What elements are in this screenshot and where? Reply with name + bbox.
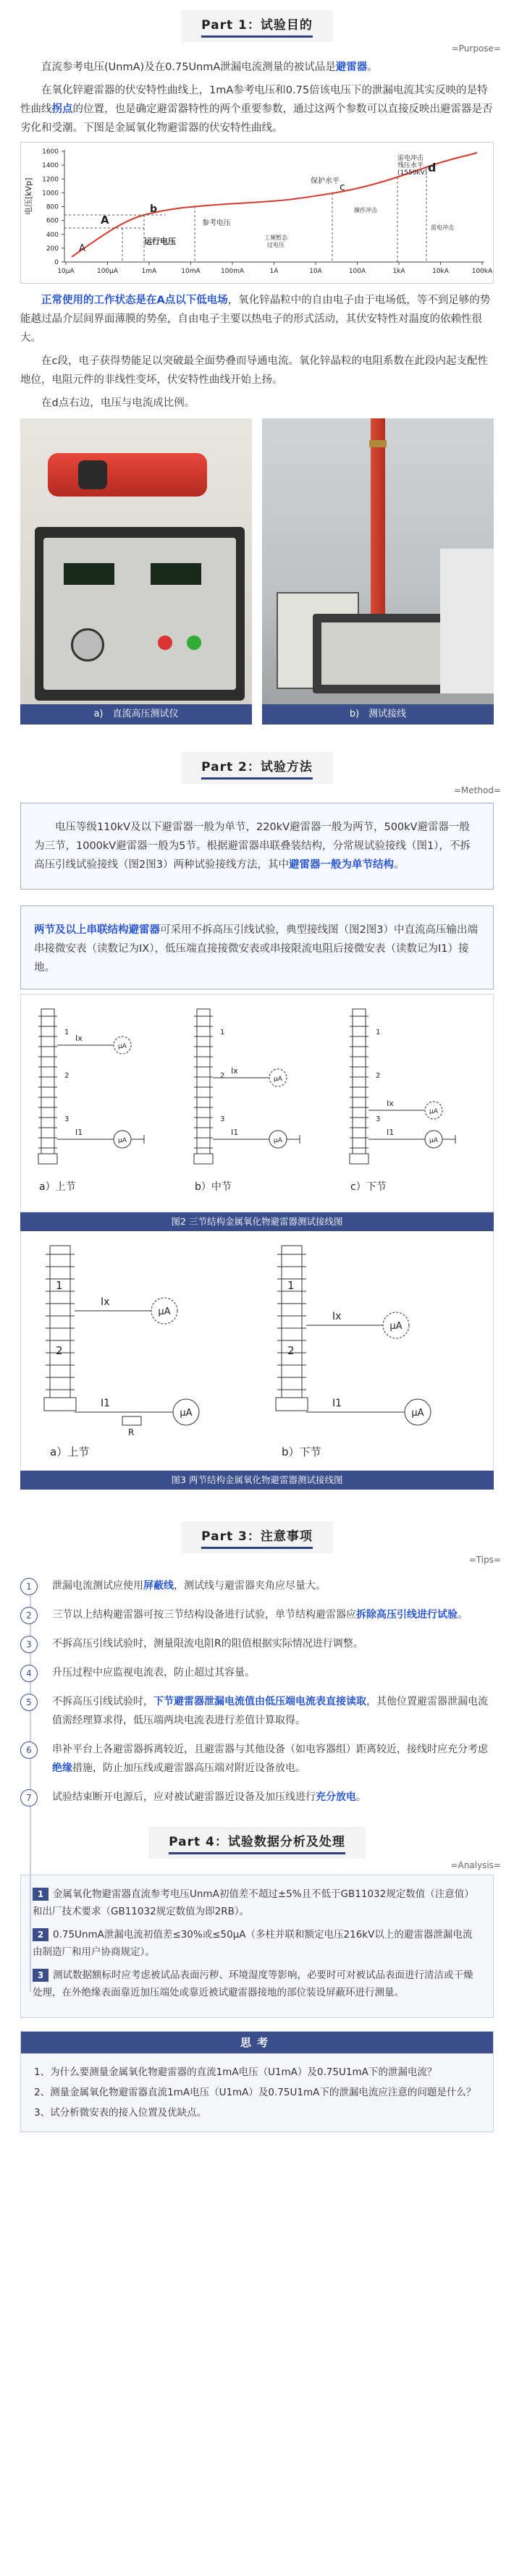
think-question: 1、为什么要测量金属氧化物避雷器的直流1mA电压（U1mA）及0.75U1mA下的泄漏电流？ [34, 2066, 437, 2078]
point-a-label: A [101, 214, 109, 227]
part1-text [0, 58, 514, 138]
protection-level-label: 保护水平 [311, 177, 340, 185]
section-number: 3 [220, 1115, 225, 1123]
lightning-level-label2: 残压水平 [397, 162, 424, 169]
tip-number: 4 [20, 1665, 38, 1682]
tip-item [20, 1740, 494, 1778]
subfigure-label: a）上节 [50, 1445, 90, 1458]
think-questions [21, 2053, 493, 2132]
analysis-number: 2 [33, 1928, 49, 1941]
part1-title: Part 1：试验目的 [181, 10, 333, 42]
part2-tag: =Method= [453, 785, 501, 795]
ref-voltage-label: 参考电压 [202, 219, 231, 227]
tip-number: 5 [20, 1694, 38, 1711]
vi-curve-svg [21, 143, 493, 280]
fig2-svg [21, 994, 493, 1212]
y-tick-label: 1600 [42, 148, 59, 156]
photo-dc-tester [20, 418, 252, 725]
part4-title: Part 4：试验数据分析及处理 [148, 1827, 366, 1859]
y-tick-label: 1200 [42, 176, 59, 184]
ix-label: Ix [75, 1034, 83, 1043]
microammeter-label: μA [118, 1137, 127, 1144]
section-number: 1 [220, 1029, 225, 1036]
y-tick-label: 400 [46, 231, 59, 239]
switching-label: 操作冲击 [354, 207, 377, 214]
tip-text: 试验结束断开电源后，应对被试避雷器近设备及加压线进行充分放电。 [52, 1791, 366, 1803]
microammeter-label: μA [274, 1137, 282, 1144]
section-number: 2 [220, 1072, 225, 1080]
tip-item [20, 1605, 494, 1624]
analysis-item [33, 1967, 481, 2001]
tip-text: 三节以上结构避雷器可按三节结构设备进行试验，单节结构避雷器应拆除高压引线进行试验。 [52, 1609, 468, 1621]
microammeter-label: μA [118, 1043, 127, 1050]
tips-list [0, 1576, 514, 1807]
power-freq-label: 工频暂态 [264, 235, 287, 241]
section-number: 1 [287, 1279, 295, 1292]
analysis-number: 1 [33, 1888, 49, 1901]
microammeter-label: μA [158, 1306, 171, 1317]
section-number: 2 [56, 1344, 63, 1357]
tip-text: 不拆高压引线试验时，下节避雷器泄漏电流值由低压端电流表直接读取，其他位置避雷器泄漏电流值需经理算求得，低压端两块电流表进行差值计算取得。 [52, 1696, 488, 1726]
tip-number: 3 [20, 1636, 38, 1653]
i1-label: I1 [101, 1398, 111, 1409]
lightning-level-label3: (1550kV) [397, 169, 428, 177]
part2-header [0, 746, 514, 790]
x-tick-label: 10μA [57, 268, 75, 275]
analysis-text: 测试数据额标时应考虑被试品表面污秽、环境湿度等影响，必要时可对被试品表面进行清洁或干燥处理，在外绝缘表面靠近加压端处或靠近被试避雷器接地的部位装设屏蔽环进行测量。 [33, 1969, 473, 1998]
ix-label: Ix [231, 1066, 238, 1076]
x-tick-label: 1A [269, 268, 279, 275]
point-d-label: d [428, 161, 437, 174]
subfigure-label: c）下节 [350, 1181, 387, 1193]
ix-label: Ix [387, 1099, 394, 1108]
part3-header [0, 1516, 514, 1559]
microammeter-label: μA [429, 1108, 438, 1115]
x-tick-label: 100kA [471, 268, 493, 275]
microammeter-label: μA [389, 1321, 403, 1332]
part1-header [0, 4, 514, 48]
ix-label: Ix [332, 1311, 342, 1322]
tip-item [20, 1576, 494, 1595]
y-tick-label: 1400 [42, 162, 59, 170]
tip-text: 不拆高压引线试验时，测量限流电阻R的阻值根据实际情况进行调整。 [52, 1638, 363, 1650]
y-tick-label: 600 [46, 217, 59, 225]
tip-text: 升压过程中应监视电流表，防止超过其容量。 [52, 1667, 255, 1678]
section-number: 2 [64, 1072, 69, 1080]
microammeter-label: μA [429, 1137, 438, 1144]
x-tick-label: 100A [348, 268, 366, 275]
part2-title: Part 2：试验方法 [181, 752, 333, 784]
i1-label: I1 [75, 1128, 83, 1137]
section-number: 3 [64, 1115, 69, 1123]
x-tick-label: 100μA [96, 268, 119, 275]
section-number: 1 [64, 1029, 69, 1036]
microammeter-label: μA [180, 1408, 193, 1419]
think-box [20, 2031, 494, 2132]
ix-label: Ix [101, 1296, 110, 1308]
think-question: 2、测量金属氧化物避雷器直流1mA电压（U1mA）及0.75U1mA下的泄漏电流应注意的问题是什么？ [34, 2087, 476, 2098]
point-b-label: b [150, 203, 158, 215]
paragraph: 在c段，电子获得势能足以突破最全面势叠而导通电流。氧化锌晶粒的电阻系数在此段内起支配性地位，电阻元件的非线性变坏，伏安特性曲线开始上扬。 [20, 355, 488, 386]
y-tick-label: 0 [54, 259, 59, 266]
method-box-1 [20, 803, 494, 890]
tip-item [20, 1634, 494, 1653]
i1-label: I1 [387, 1128, 395, 1137]
tip-text: 串补平台上各避雷器拆离较近，且避雷器与其他设备（如电容器组）距离较近，接线时应充分考虑绝缘措施，防止加压线或避雷器高压端对附近设备放电。 [52, 1744, 488, 1774]
x-tick-label: 1kA [392, 268, 405, 275]
i1-label: I1 [332, 1398, 342, 1409]
fig3-svg [21, 1231, 493, 1470]
dc-tester-image [20, 418, 252, 704]
part1-tag: =Purpose= [451, 43, 501, 54]
tip-item [20, 1788, 494, 1807]
tip-number: 6 [20, 1741, 38, 1759]
lightning-area-label: 雷电冲击 [431, 224, 454, 231]
photo-caption: b) 测试接线 [262, 704, 494, 725]
point-c-label: c [340, 182, 345, 193]
subfigure-label: b）中节 [195, 1181, 232, 1193]
analysis-number: 3 [33, 1969, 49, 1982]
section-number: 3 [376, 1115, 381, 1123]
microammeter-label: μA [411, 1408, 424, 1419]
tip-number: 7 [20, 1789, 38, 1807]
section-number: 1 [376, 1029, 381, 1036]
x-tick-label: 10A [309, 268, 322, 275]
paragraph: 电压等级110kV及以下避雷器一般为单节，220kV避雷器一般为两节，500kV避雷器一般为三节，1000kV避雷器一般为5节。根据避雷器串联叠装结构，分常规试验接线（图1），不拆高压引线试验接线（图2图3）两种试验接线方法，其中避雷器一般为单节结构。 [34, 822, 471, 871]
y-tick-label: 1000 [42, 190, 59, 198]
section-number: 1 [56, 1279, 63, 1292]
fig3-diagram [20, 1231, 494, 1471]
power-freq-label2: 过电压 [267, 242, 285, 248]
photo-test-wiring [262, 418, 494, 725]
section-number: 2 [376, 1072, 381, 1080]
fig2-caption: 图2 三节结构金属氧化物避雷器测试接线图 [20, 1212, 494, 1231]
section-number: 2 [287, 1344, 295, 1357]
analysis-item [33, 1885, 481, 1920]
y-tick-label: 800 [46, 203, 59, 211]
analysis-text: 金属氧化物避雷器直流参考电压UnmA初值差不超过±5%且不低于GB11032规定数值（注意值）和出厂技术要求（GB11032规定数值为即2RB）。 [33, 1888, 474, 1917]
fig3-caption: 图3 两节结构金属氧化物避雷器测试接线图 [20, 1471, 494, 1490]
lightning-level-label: 雷电冲击 [397, 155, 424, 162]
photo-row [0, 418, 514, 725]
part4-tag: =Analysis= [450, 1860, 501, 1870]
paragraph: 两节及以上串联结构避雷器可采用不拆高压引线试验，典型接线图（图2图3）中直流高压输出端串接微安表（读数记为IX），低压端直接接微安表或串接限流电阻后接微安表（读数记为I1）接地。 [34, 924, 478, 974]
tip-number: 2 [20, 1607, 38, 1624]
part4-header [0, 1821, 514, 1865]
photo-caption: a) 直流高压测试仪 [20, 704, 252, 725]
microammeter-label: μA [274, 1076, 282, 1083]
tip-item [20, 1692, 494, 1730]
x-tick-label: 1mA [141, 268, 157, 275]
paragraph: 正常使用的工作状态是在A点以下低电场，氧化锌晶粒中的自由电子由于电场低，等不到足够的势能越过晶介层间界面薄膜的势垒，自由电子主要以热电子的形式活动，其伏安特性对温度的依赖性很大。 [20, 295, 491, 344]
part3-title: Part 3：注意事项 [181, 1521, 333, 1553]
analysis-box [20, 1875, 494, 2018]
analysis-item [33, 1926, 481, 1961]
method-box-2 [20, 905, 494, 989]
part3-tag: =Tips= [468, 1555, 501, 1565]
i1-label: I1 [231, 1128, 239, 1137]
running-voltage-label: 运行电压 [144, 237, 176, 246]
x-tick-label: 100mA [220, 268, 245, 275]
paragraph: 在氧化锌避雷器的伏安特性曲线上，1mA参考电压和0.75倍该电压下的泄漏电流其实反映的是特性曲线拐点的位置，也是确定避雷器特性的两个重要参数，通过这两个参数可以直接反映出避雷器是否劣化和受潮。下图是金属氧化物避雷器的伏安特性曲线。 [20, 85, 493, 134]
y-axis-label: 电压[kVp] [24, 177, 33, 215]
subfigure-label: a）上节 [39, 1181, 76, 1193]
tip-item [20, 1663, 494, 1682]
point-a-small-label: A [79, 243, 85, 254]
page [0, 4, 514, 2132]
y-tick-label: 200 [46, 245, 59, 253]
think-question: 3、试分析微安表的接入位置及优缺点。 [34, 2107, 207, 2119]
fig2-diagram [20, 994, 494, 1212]
tip-text: 泄漏电流测试应使用屏蔽线，测试线与避雷器夹角应尽量大。 [52, 1580, 326, 1592]
vi-curve-chart [20, 142, 494, 284]
paragraph: 直流参考电压(UnmA)及在0.75UnmA泄漏电流测量的被试品是避雷器。 [41, 62, 378, 73]
subfigure-label: b）下节 [282, 1445, 321, 1458]
think-title: 思考 [21, 2032, 493, 2053]
test-wiring-image [262, 418, 494, 704]
x-tick-label: 10mA [181, 268, 201, 275]
x-tick-label: 10kA [432, 268, 449, 275]
resistor-label: R [128, 1427, 135, 1437]
paragraph: 在d点右边，电压与电流成比例。 [41, 397, 195, 409]
part1-text2 [0, 291, 514, 413]
analysis-text: 0.75UnmA泄漏电流初值差≤30%或≤50μA（多柱并联和额定电压216kV以上的避雷器泄漏电流由制造厂和用户协商规定）。 [33, 1929, 473, 1958]
tip-number: 1 [20, 1578, 38, 1595]
